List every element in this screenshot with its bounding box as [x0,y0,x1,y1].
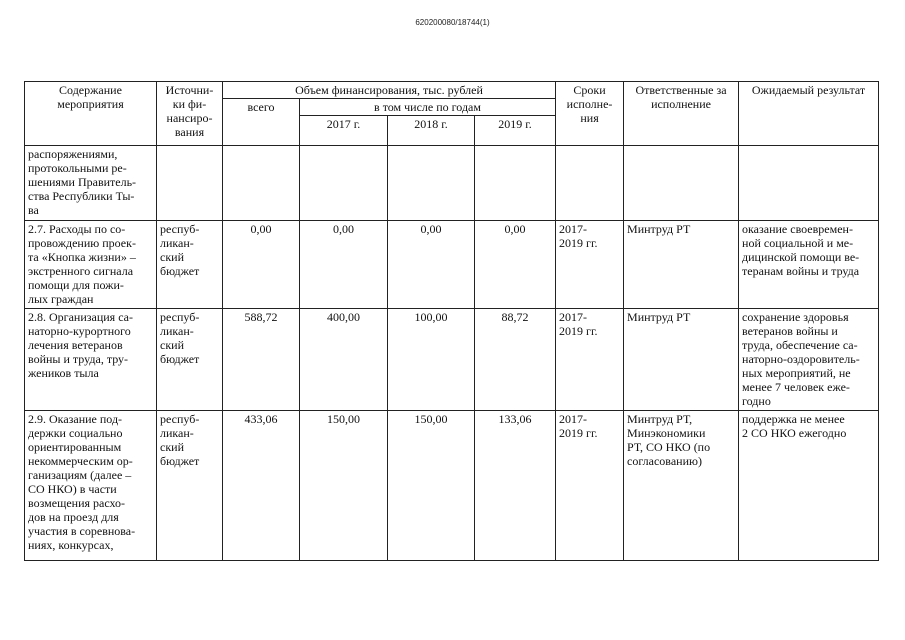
row-source: респуб- ликан- ский бюджет [157,309,223,411]
header-expected-result: Ожидаемый результат [739,82,879,146]
row-2017 [300,146,388,221]
row-2017: 0,00 [300,221,388,309]
row-result: поддержка не менее 2 СО НКО ежегодно [739,411,879,561]
row-term: 2017- 2019 гг. [556,411,624,561]
header-year-2018: 2018 г. [388,116,475,146]
row-total: 0,00 [223,221,300,309]
row-source: респуб- ликан- ский бюджет [157,221,223,309]
row-2018: 150,00 [388,411,475,561]
row-content: распоряжениями, протокольными ре- шениями Правитель- ства Республики Ты- ва [25,146,157,221]
funding-table [24,81,879,561]
row-result: оказание своевремен- ной социальной и ме- дицинской помощи ве- теранам войны и труда [739,221,879,309]
row-term: 2017- 2019 гг. [556,221,624,309]
row-content: 2.9. Оказание под- держки социально ориентированным некоммерческим ор- ганизациям (далее – СО НКО) в части возмещения расхо- дов на проезд для участия в соревнова- ниях, конкурсах, [25,411,157,561]
row-term: 2017- 2019 гг. [556,309,624,411]
header-terms: Сроки исполне- ния [556,82,624,146]
row-2019: 133,06 [475,411,556,561]
row-content: 2.7. Расходы по со- провождению проек- та «Кнопка жизни» – экстренного сигнала помощи для пожи- лых граждан [25,221,157,309]
row-source [157,146,223,221]
row-responsible: Минтруд РТ, Минэкономики РТ, СО НКО (по согласованию) [624,411,739,561]
header-funding-volume: Объем финансирования, тыс. рублей [223,82,556,99]
table-row [25,411,879,561]
row-2019: 0,00 [475,221,556,309]
row-responsible: Минтруд РТ [624,221,739,309]
header-responsible: Ответственные за исполнение [624,82,739,146]
header-sources: Источни- ки фи- нансиро- вания [157,82,223,146]
row-responsible [624,146,739,221]
row-2018: 100,00 [388,309,475,411]
row-term [556,146,624,221]
row-2017: 400,00 [300,309,388,411]
header-year-2017: 2017 г. [300,116,388,146]
header-total: всего [223,99,300,146]
row-2019 [475,146,556,221]
row-result: сохранение здоровья ветеранов войны и труда, обеспечение са- наторно-оздоровитель- ных мероприятий, не менее 7 человек еже- годно [739,309,879,411]
row-source: респуб- ликан- ский бюджет [157,411,223,561]
document-id: 620200080/18744(1) [415,18,490,27]
table-row [25,146,879,221]
row-result [739,146,879,221]
row-total [223,146,300,221]
row-responsible: Минтруд РТ [624,309,739,411]
table-row [25,221,879,309]
row-total: 433,06 [223,411,300,561]
row-2017: 150,00 [300,411,388,561]
header-by-years: в том числе по годам [300,99,556,116]
row-2018 [388,146,475,221]
row-total: 588,72 [223,309,300,411]
row-2018: 0,00 [388,221,475,309]
row-2019: 88,72 [475,309,556,411]
table-row [25,309,879,411]
row-content: 2.8. Организация са- наторно-курортного лечения ветеранов войны и труда, тру- жеников тыла [25,309,157,411]
header-year-2019: 2019 г. [475,116,556,146]
header-content: Содержание мероприятия [25,82,157,146]
